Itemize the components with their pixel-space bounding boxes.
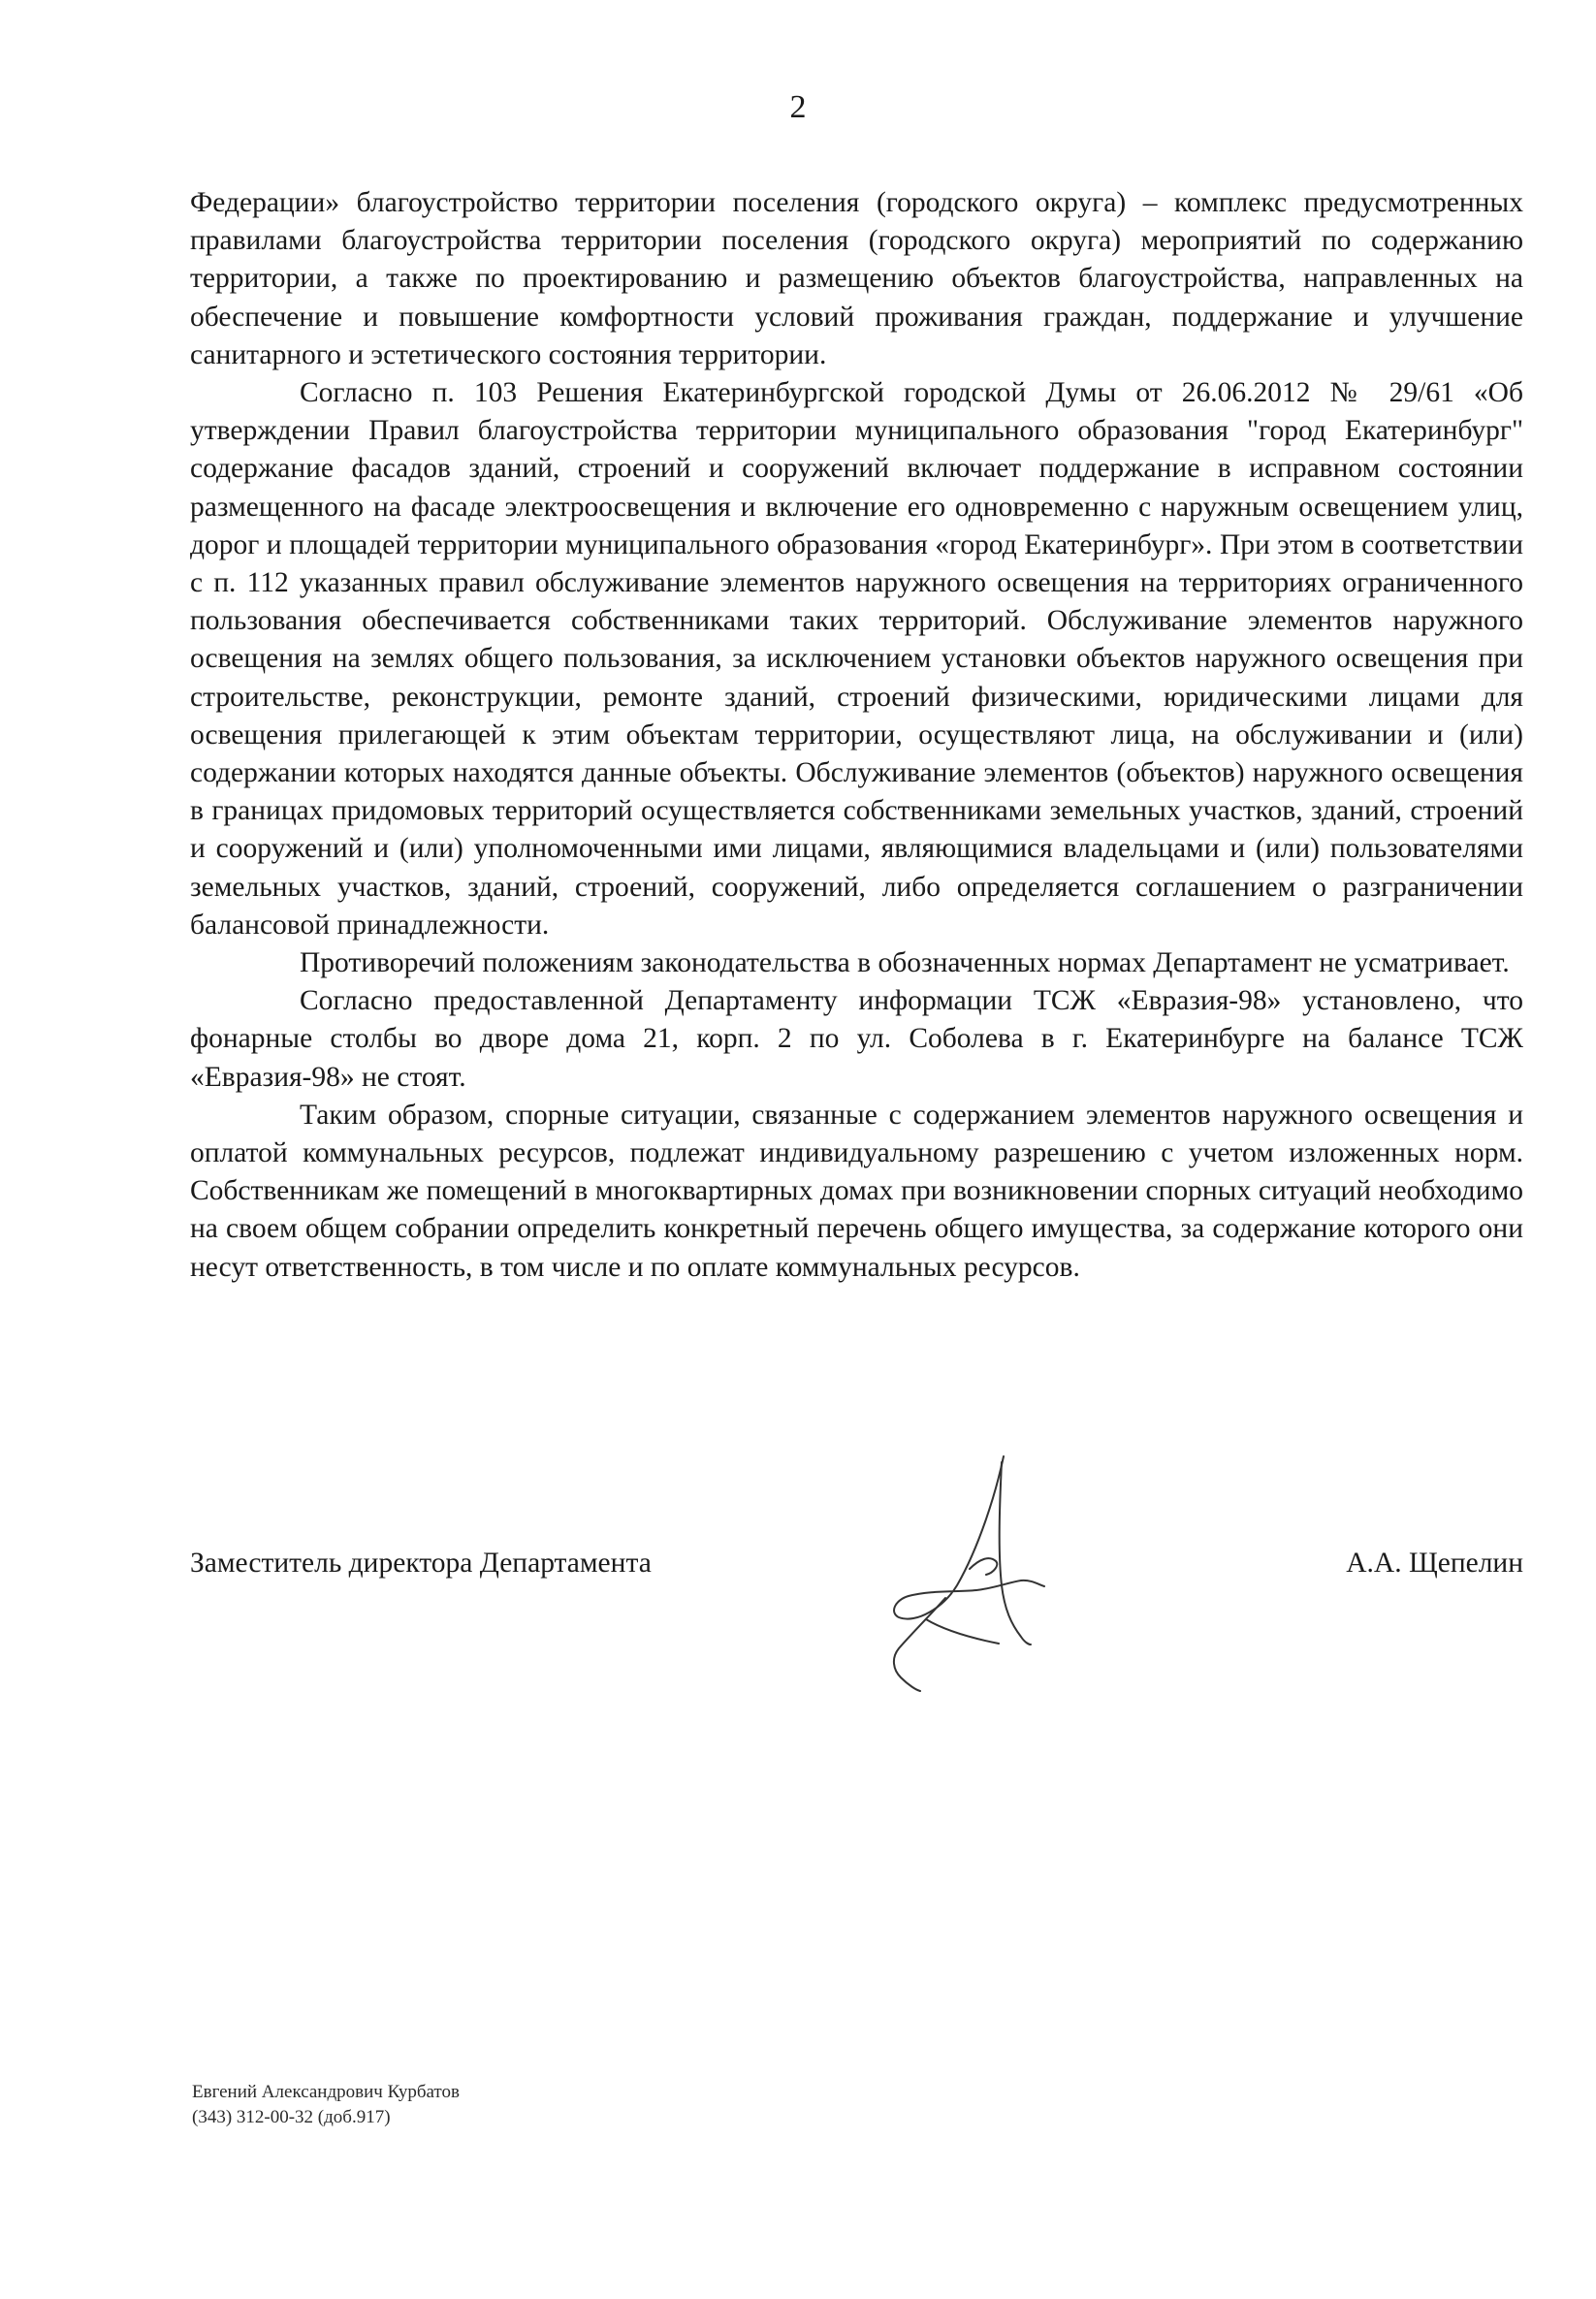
page-number: 2 (789, 89, 807, 125)
signatory-name: А.А. Щепелин (1346, 1548, 1523, 1579)
executor-contact (192, 2080, 460, 2130)
letter-body (190, 184, 1523, 1287)
paragraph-conclusion: Таким образом, спорные ситуации, связанные с содержанием элементов наружного освещения и оплатой коммунальных ресурсов, подлежат индивидуальному разрешению с учетом изложенных норм. Собственникам же помещений в многоквартирных домах при возникновении спорных ситуаций необходимо на своем общем собрании определить конкретный перечень общего имущества, за содержание которого они несут ответственность, в том числе и по оплате коммунальных ресурсов. (190, 1099, 1523, 1283)
paragraph-tsj-info: Согласно предоставленной Департаменту информации ТСЖ «Евразия-98» установлено, что фонарные столбы во дворе дома 21, корп. 2 по ул. Соболева в г. Екатеринбурге на балансе ТСЖ «Евразия-98» не стоят. (190, 985, 1523, 1093)
paragraph-definition: Федерации» благоустройство территории поселения (городского округа) – комплекс предусмотренных правилами благоустройства территории поселения (городского округа) мероприятий по содержанию территории, а также по проектированию и размещению объектов благоустройства, направленных на обеспечение и повышение комфортности условий проживания граждан, поддержание и улучшение санитарного и эстетического состояния территории. (190, 187, 1523, 370)
handwritten-signature (887, 1454, 1057, 1692)
executor-phone: (343) 312-00-32 (доб.917) (192, 2107, 391, 2127)
paragraph-no-contradictions: Противоречий положениям законодательства в обозначенных нормах Департамент не усматривает. (300, 947, 1510, 979)
paragraph-regulation: Согласно п. 103 Решения Екатеринбургской городской Думы от 26.06.2012 № 29/61 «Об утверждении Правил благоустройства территории муниципального образования "город Екатеринбург" содержание фасадов зданий, строений и сооружений включает поддержание в исправном состоянии размещенного на фасаде электроосвещения и включение его одновременно с наружным освещением улиц, дорог и площадей территории муниципального образования «город Екатеринбург». При этом в соответствии с п. 112 указанных правил обслуживание элементов наружного освещения на территориях ограниченного пользования обеспечивается собственниками таких территорий. Обслуживание элементов наружного освещения на землях общего пользования, за исключением установки объектов наружного освещения при строительстве, реконструкции, ремонте зданий, строений физическими, юридическими лицами для освещения прилегающей к этим объектам территории, осуществляют лица, на обслуживании и (или) содержании которых находятся данные объекты. Обслуживание элементов (объектов) наружного освещения в границах придомовых территорий осуществляется собственниками земельных участков, зданий, строений и сооружений и (или) уполномоченными ими лицами, являющимися владельцами и (или) пользователями земельных участков, зданий, строений, сооружений, либо определяется соглашением о разграничении балансовой принадлежности. (190, 377, 1523, 941)
signatory-position: Заместитель директора Департамента (190, 1548, 652, 1579)
executor-name: Евгений Александрович Курбатов (192, 2082, 460, 2102)
